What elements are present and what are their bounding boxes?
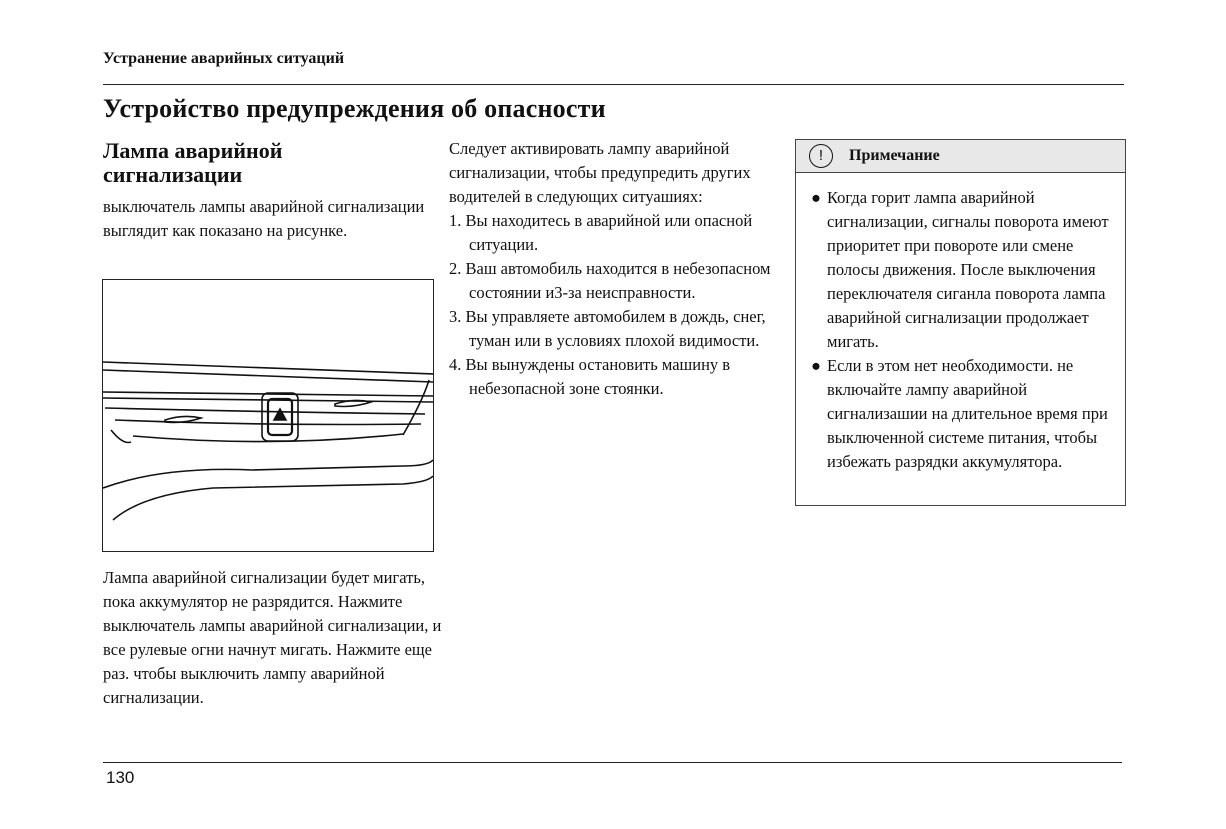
note-item-text: Когда горит лампа аварийной сигнализации, сигналы поворота имеют приоритет при повороте или смене полосы движения. После выключения переключателя сиганла поворота лампа аварийной сигнализации продолжает мигать.: [827, 188, 1109, 351]
footer-rule: [103, 762, 1122, 763]
body-paragraph: Лампа аварийной сигнализации будет мигать, пока аккумулятор не разрядится. Нажмите выключатель лампы аварийной сигнализации, и все рулевые огни начнут мигать. Нажмите еще раз. чтобы выключить лампу аварийной сигнализации.: [103, 568, 442, 707]
page-title: Устройство предупреждения об опасности: [103, 94, 606, 123]
situations-column: [449, 137, 789, 401]
note-item: [811, 354, 1116, 474]
header-rule: [103, 84, 1124, 85]
bullet-icon: ●: [811, 356, 821, 375]
bullet-icon: ●: [811, 188, 821, 207]
section-heading: Лампа аварийной сигнализации: [103, 138, 283, 187]
list-item: 2. Ваш автомобиль находится в небезопасном состоянии и3-за неисправности.: [449, 259, 771, 302]
situations-intro: Следует активировать лампу аварийной сигнализации, чтобы предупредить других водителей в следующих ситуашиях:: [449, 139, 751, 206]
intro-paragraph: выключатель лампы аварийной сигнализации выглядит как показано на рисунке.: [103, 197, 425, 240]
note-header: [796, 140, 1125, 173]
note-title: Примечание: [849, 147, 940, 164]
hazard-switch-illustration: [102, 279, 434, 552]
note-list: [811, 186, 1116, 474]
list-item: 1. Вы находитесь в аварийной или опасной ситуации.: [449, 211, 753, 254]
note-item-text: Если в этом нет необходимости. не включайте лампу аварийной сигнализашии на длительное время при выключенной системе питания, чтобы избежать разрядки аккумулятора.: [827, 356, 1108, 471]
note-item: [811, 186, 1116, 354]
note-box: [795, 139, 1126, 506]
list-item: 4. Вы вынуждены остановить машину в небезопасной зоне стоянки.: [449, 355, 731, 398]
exclamation-circle-icon: !: [809, 144, 833, 168]
section-header: Устранение аварийных ситуаций: [103, 50, 345, 67]
dashboard-drawing: [103, 280, 433, 551]
list-item: 3. Вы управляете автомобилем в дождь, снег, туман или в условиях плохой видимости.: [449, 307, 766, 350]
page-number: 130: [106, 768, 135, 787]
